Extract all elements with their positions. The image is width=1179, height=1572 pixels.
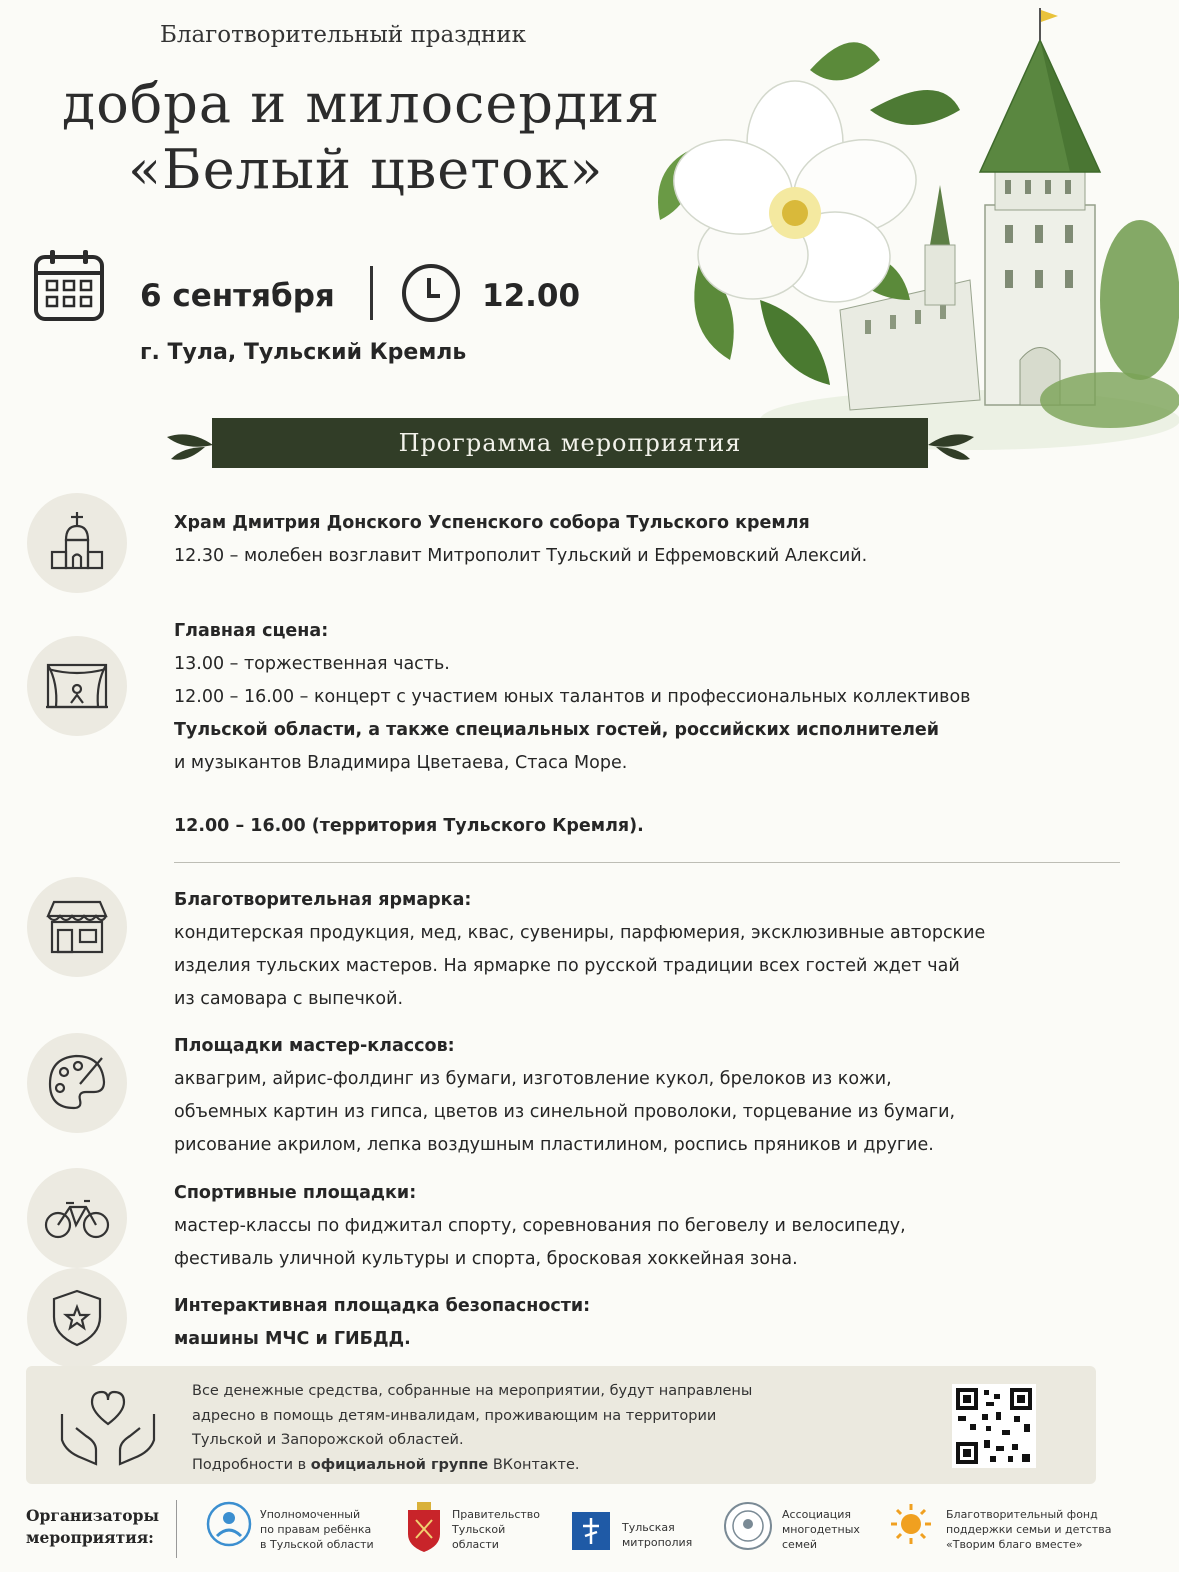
organizer-line: поддержки семьи и детства [946, 1523, 1112, 1536]
notice-details-prefix: Подробности в [192, 1456, 311, 1473]
donation-notice-text [192, 1379, 752, 1477]
event-time: 12.00 [482, 278, 581, 314]
organizer-line: «Творим благо вместе» [946, 1538, 1083, 1551]
organizer-line: многодетных [782, 1523, 860, 1536]
section-territory [174, 810, 644, 843]
notice-details-suffix: ВКонтакте. [488, 1456, 580, 1473]
organizer-large-families [782, 1507, 860, 1552]
temple-heading: Храм Дмитрия Донского Успенского собора Тульского кремля [174, 513, 810, 533]
organizer-line: в Тульской области [260, 1538, 374, 1551]
stage-line: 12.00 – 16.00 – концерт с участием юных талантов и профессиональных коллективов [174, 687, 971, 707]
organizer-line: Благотворительный фонд [946, 1508, 1098, 1521]
event-subtitle: Благотворительный праздник [160, 22, 526, 48]
art-palette-icon [42, 1048, 112, 1118]
stage-line: Тульской области, а также специальных гостей, российских исполнителей [174, 720, 940, 740]
fair-heading: Благотворительная ярмарка: [174, 890, 472, 910]
masterclass-line: рисование акрилом, лепка воздушным пластилином, роспись пряников и другие. [174, 1135, 934, 1155]
tula-coat-of-arms-icon [404, 1500, 444, 1554]
bicycle-icon-circle [27, 1168, 127, 1268]
organizer-line: области [452, 1538, 499, 1551]
organizer-tula-metropolis [622, 1520, 692, 1550]
masterclass-line: объемных картин из гипса, цветов из синельной проволоки, торцевание из бумаги, [174, 1102, 956, 1122]
notice-line: адресно в помощь детям-инвалидам, проживающим на территории [192, 1407, 717, 1424]
notice-line [192, 1453, 752, 1478]
safety-heading: Интерактивная площадка безопасности: [174, 1296, 591, 1316]
section-sport [174, 1177, 906, 1276]
organizers-label-line: Организаторы [26, 1506, 159, 1525]
section-masterclass [174, 1030, 955, 1162]
kremlin-flower-illustration [640, 0, 1179, 470]
section-fair [174, 884, 985, 1016]
clock-icon [400, 262, 462, 324]
child-rights-logo-icon [205, 1500, 253, 1554]
event-date: 6 сентября [140, 278, 335, 314]
stage-line: и музыкантов Владимира Цветаева, Стаса Море. [174, 753, 628, 773]
organizer-charity-fund [946, 1507, 1111, 1552]
organizer-tula-government [452, 1507, 540, 1552]
notice-line: Все денежные средства, собранные на мероприятии, будут направлены [192, 1383, 753, 1399]
organizer-line: Тульской [452, 1523, 506, 1536]
fair-line: из самовара с выпечкой. [174, 989, 404, 1009]
section-divider [174, 862, 1120, 863]
organizer-child-rights [260, 1507, 374, 1552]
sport-line: мастер-классы по фиджитал спорту, соревнования по беговелу и велосипеду, [174, 1216, 906, 1236]
territory-time: 12.00 – 16.00 (территория Тульского Кремля). [174, 816, 644, 836]
large-families-association-logo-icon [722, 1500, 774, 1554]
official-group-link[interactable]: официальной группе [310, 1456, 489, 1473]
theatre-stage-icon [42, 651, 112, 721]
tula-metropolis-logo-icon [570, 1510, 612, 1552]
section-main-stage [174, 615, 970, 780]
notice-line: Тульской и Запорожской областей. [192, 1432, 464, 1448]
temple-line: 12.30 – молебен возглавит Митрополит Тульский и Ефремовский Алексий. [174, 546, 868, 566]
stage-line: 13.00 – торжественная часть. [174, 654, 450, 674]
organizer-line: митрополия [622, 1536, 693, 1549]
shield-star-icon [42, 1283, 112, 1353]
organizers-label [26, 1505, 159, 1549]
organizer-line: Ассоциация [782, 1508, 851, 1521]
organizers-label-line: мероприятия: [26, 1528, 154, 1547]
organizer-line: семей [782, 1538, 818, 1551]
organizer-line: Правительство [452, 1508, 540, 1521]
church-icon-circle [27, 493, 127, 593]
section-safety [174, 1290, 590, 1356]
palette-icon-circle [27, 1033, 127, 1133]
sport-line: фестиваль уличной культуры и спорта, бросковая хоккейная зона. [174, 1249, 798, 1269]
hands-heart-icon [56, 1384, 160, 1468]
bicycle-icon [42, 1183, 112, 1253]
date-time-divider [370, 266, 373, 320]
fair-line: изделия тульских мастеров. На ярмарке по русской традиции всех гостей ждет чай [174, 956, 960, 976]
program-banner: Программа мероприятия [212, 418, 928, 468]
charity-fund-sun-logo-icon [884, 1500, 938, 1554]
qr-code[interactable] [952, 1384, 1036, 1468]
calendar-icon [32, 247, 108, 323]
event-title-line2: «Белый цветок» [128, 138, 604, 201]
event-place: г. Тула, Тульский Кремль [140, 340, 467, 365]
leaf-ornament-right-icon [926, 425, 976, 465]
market-stall-icon [42, 892, 112, 962]
safety-line: машины МЧС и ГИБДД. [174, 1329, 411, 1349]
market-icon-circle [27, 877, 127, 977]
organizer-line: по правам ребёнка [260, 1523, 372, 1536]
stage-icon-circle [27, 636, 127, 736]
fair-line: кондитерская продукция, мед, квас, сувениры, парфюмерия, эксклюзивные авторские [174, 923, 986, 943]
masterclass-line: аквагрим, айрис-фолдинг из бумаги, изготовление кукол, брелоков из кожи, [174, 1069, 892, 1089]
leaf-ornament-left-icon [165, 425, 215, 465]
organizers-separator [176, 1500, 177, 1558]
sport-heading: Спортивные площадки: [174, 1183, 417, 1203]
church-icon [42, 508, 112, 578]
section-temple [174, 507, 867, 573]
organizer-line: Тульская [622, 1521, 675, 1534]
organizer-line: Уполномоченный [260, 1508, 361, 1521]
event-title-line1: добра и милосердия [62, 72, 661, 135]
shield-icon-circle [27, 1268, 127, 1368]
masterclass-heading: Площадки мастер-классов: [174, 1036, 455, 1056]
stage-heading: Главная сцена: [174, 621, 329, 641]
